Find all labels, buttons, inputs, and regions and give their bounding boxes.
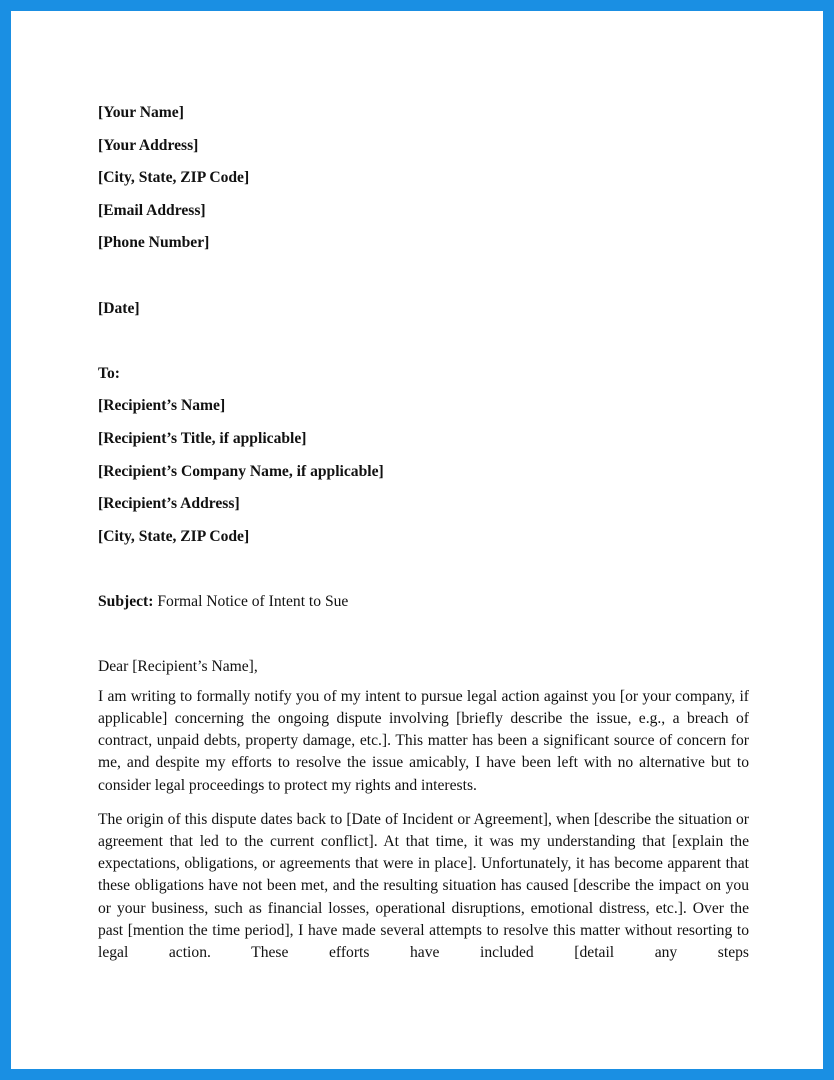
recipient-address: [Recipient’s Address] [98,495,240,513]
subject-line [98,586,749,619]
subject-label: Subject: [98,592,154,610]
recipient-name: [Recipient’s Name] [98,397,226,415]
letter-date: [Date] [98,299,140,317]
body-paragraph: The origin of this dispute dates back to [Date of Incident or Agreement], when [describe the situation or agreement that led to the current conflict]. At that time, it was my understanding that [explain the expectations, obligations, or agreements that were in place]. Unfortunately, it has become apparent that these obligations have not been met, and the resulting situation has caused [describe the impact on you or your business, such as financial losses, operational disruptions, emotional distress, etc.]. Over the past [mention the time period], I have made several attempts to resolve this matter without resorting to legal action. These efforts have included [detail any steps [98,810,749,961]
spacer [98,619,749,652]
sender-phone: [Phone Number] [98,234,210,252]
recipient-company: [Recipient’s Company Name, if applicable] [98,462,384,480]
body-paragraph: I am writing to formally notify you of my intent to pursue legal action against you [or your company, if applicable] concerning the ongoing dispute involving [briefly describe the issue, e.g., a breach of contract, unpaid debts, property damage, etc.]. This matter has been a significant source of concern for me, and despite my efforts to resolve the issue amicably, I have been left with no alternative but to consider legal proceedings to protect my rights and interests. [98,687,749,794]
letter-body [98,97,749,976]
letter-page [11,11,823,1069]
spacer [98,325,749,358]
recipient-title: [Recipient’s Title, if applicable] [98,429,307,447]
sender-address: [Your Address] [98,136,199,154]
subject-text: Formal Notice of Intent to Sue [153,592,349,610]
spacer [98,260,749,293]
to-label: To: [98,364,120,382]
recipient-city-state-zip: [City, State, ZIP Code] [98,527,250,545]
salutation: Dear [Recipient’s Name], [98,658,258,676]
sender-city-state-zip: [City, State, ZIP Code] [98,169,250,187]
spacer [98,553,749,586]
sender-email: [Email Address] [98,201,206,219]
sender-name: [Your Name] [98,104,184,121]
